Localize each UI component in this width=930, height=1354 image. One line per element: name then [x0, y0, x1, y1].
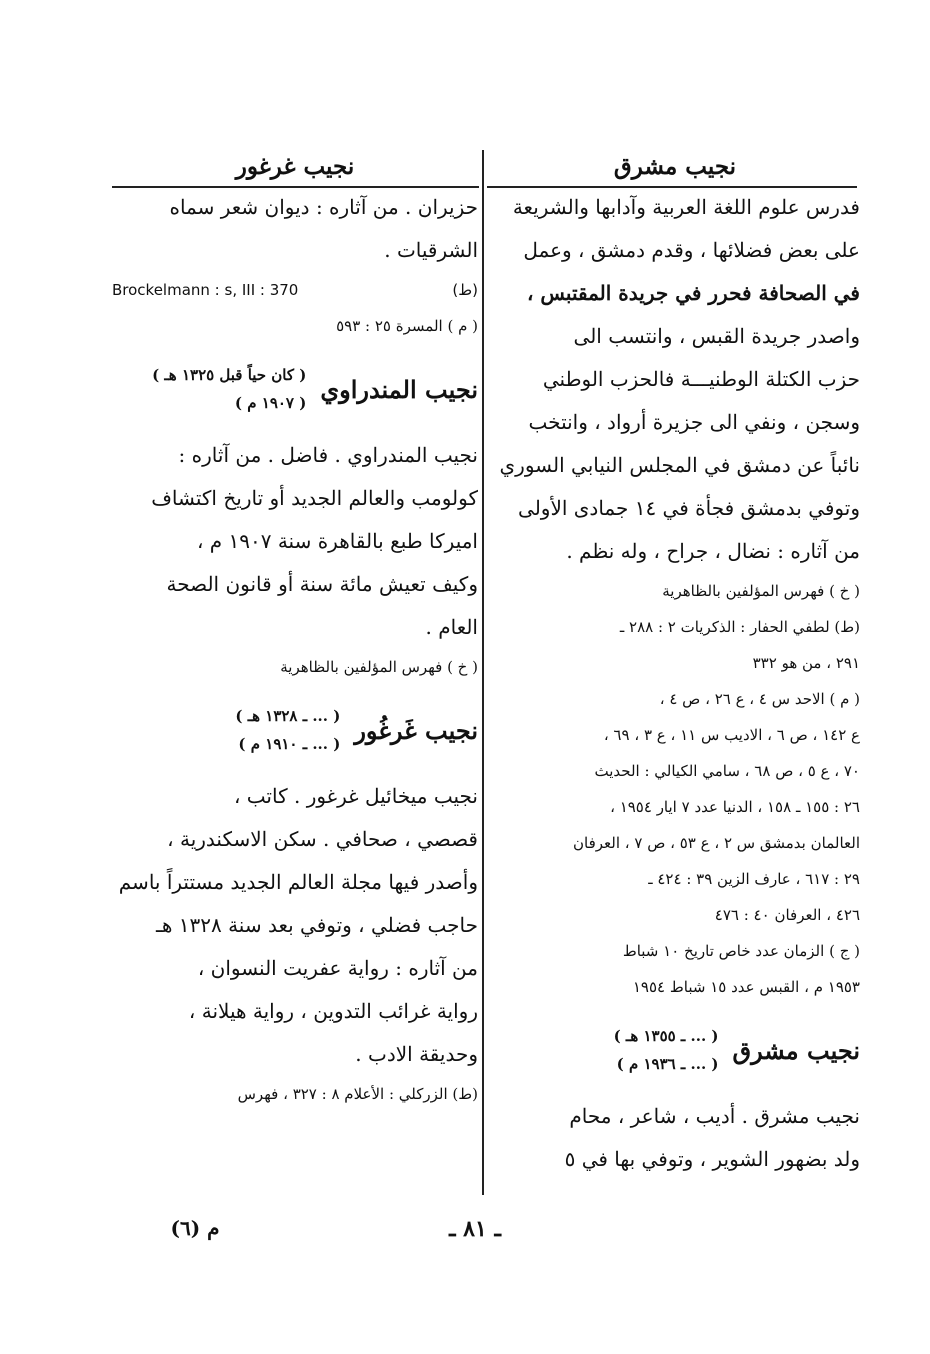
reference-line: العالمان بدمشق س ٢ ، ع ٥٣ ، ص ٧ ، العرفان	[573, 834, 860, 852]
reference-line: ع ١٤٢ ، ص ٦ ، الاديب س ١١ ، ع ٣ ، ٦٩ ،	[603, 726, 860, 744]
reference-latin-line	[112, 272, 478, 308]
entry-name: نجيب مشرق	[732, 1035, 860, 1065]
body-line: نجيب المندراوي . فاضل . من آثاره :	[178, 443, 478, 467]
reference-line: ٤٢٦ ، العرفان ٤٠ : ٤٧٦	[714, 906, 860, 924]
hijri-date: ( ... ـ ١٣٢٨ هـ )	[235, 707, 341, 725]
reference-line: ٢٩ : ٦١٧ ، عارف الزين ٣٩ : ٤٢٤ ـ	[648, 870, 860, 888]
entry-name: نجيب غَرغُور	[354, 715, 478, 745]
entry-dates	[152, 361, 306, 417]
body-line: كولومب والعالم الجديد أو تاريخ اكتشاف	[151, 486, 478, 510]
body-line: وكيف تعيش مائة سنة أو قانون الصحة	[166, 572, 478, 596]
body-line: وتوفي بدمشق فجأة في ١٤ جمادى الأولى	[518, 496, 860, 520]
right-running-header: نجيب مشرق	[613, 153, 737, 180]
body-line: حاجب فضلي ، وتوفي بعد سنة ١٣٢٨ هـ	[155, 913, 478, 937]
body-line: نجيب مشرق . أديب ، شاعر ، محام	[569, 1104, 860, 1128]
page-number: ـ ٨١ ـ	[449, 1216, 501, 1242]
body-line: وسجن ، ونفي الى جزيرة أرواد ، وانتخب	[528, 410, 860, 434]
body-line: فدرس علوم اللغة العربية وآدابها والشريعة	[512, 195, 860, 219]
reference-line: ( خ ) فهرس المؤلفين بالظاهرية	[662, 582, 860, 600]
gregorian-date: ( ١٩٠٧ م )	[234, 394, 307, 412]
left-running-header: نجيب غرغور	[235, 153, 355, 180]
reference-line: ( م ) المسرة ٢٥ : ٥٩٣	[336, 317, 478, 335]
entry-heading	[112, 685, 478, 775]
reference-line: ١٩٥٣ م ، القبس عدد ١٥ شباط ١٩٥٤	[632, 978, 860, 996]
reference-label: (ط)	[452, 281, 478, 299]
body-line: وحديقة الادب .	[355, 1042, 478, 1066]
body-line: الشرقيات .	[384, 238, 478, 262]
body-line: قصصي ، صحافي . سكن الاسكندرية ،	[167, 827, 478, 851]
entry-dates	[235, 702, 340, 758]
reference-line: ( ج ) الزمان عدد خاص تاريخ ١٠ شباط	[622, 942, 860, 960]
left-column	[112, 148, 478, 1112]
reference-line: ( خ ) فهرس المؤلفين بالظاهرية	[280, 658, 478, 676]
body-line: نائباً عن دمشق في المجلس النيابي السوري	[499, 453, 860, 477]
body-line: في الصحافة فحرر في جريدة المقتبس ،	[527, 281, 860, 305]
body-line: من آثاره : نضال ، جراح ، وله نظم .	[566, 539, 860, 563]
entry-heading	[490, 1005, 860, 1095]
body-line: من آثاره : رواية عفريت النسوان ،	[197, 956, 478, 980]
body-line: حزيران . من آثاره : ديوان شعر سماه	[169, 195, 478, 219]
body-line: على بعض فضلائها ، وقدم دمشق ، وعمل	[523, 238, 860, 262]
reference-line: ٢٩١ ، من هو ٣٣٢	[752, 654, 860, 672]
entry-heading	[112, 344, 478, 434]
reference-line: (ط) لطفي الحفار : الذكريات ٢ : ٢٨٨ ـ	[619, 618, 860, 636]
reference-line: ( م ) الاحد س ٤ ، ع ٢٦ ، ص ٤ ،	[659, 690, 860, 708]
reference-line: ٢٦ : ١٥٥ ـ ١٥٨ ، الدنيا عدد ٧ ايار ١٩٥٤ ،	[610, 798, 860, 816]
body-line: العام .	[425, 615, 478, 639]
gregorian-date: ( ... ـ ١٩١٠ م )	[238, 735, 341, 753]
entry-name: نجيب المندراوي	[320, 374, 478, 404]
reference-line: ٧٠ ، ع ٥ ، ص ٦٨ ، سامي الكيالي : الحديث	[594, 762, 860, 780]
signature-mark: م (٦)	[170, 1216, 220, 1240]
gregorian-date: ( ... ـ ١٩٣٦ م )	[616, 1055, 719, 1073]
body-line: حزب الكتلة الوطنيـــة فالحزب الوطني	[542, 367, 860, 391]
body-line: ولد بضهور الشوير ، وتوفي بها في ٥	[564, 1147, 860, 1171]
body-line: نجيب ميخائيل غرغور . كاتب ،	[233, 784, 478, 808]
hijri-date: ( كان حياً قبل ١٣٢٥ هـ )	[152, 366, 307, 384]
body-line: رواية غرائب التدوين ، رواية هيلانة ،	[188, 999, 478, 1023]
reference-latin-text: Brockelmann : s, III : 370	[112, 281, 299, 299]
body-line: وأصدر فيها مجلة العالم الجديد مستتراً باسم	[118, 870, 478, 894]
column-divider	[482, 150, 484, 1195]
hijri-date: ( ... ـ ١٣٥٥ هـ )	[613, 1027, 719, 1045]
reference-line: (ط) الزركلي : الأعلام ٨ : ٣٢٧ ، فهرس	[237, 1085, 478, 1103]
body-line: واصدر جريدة القبس ، وانتسب الى	[573, 324, 860, 348]
entry-dates	[614, 1022, 719, 1078]
right-column	[490, 148, 860, 1181]
body-line: اميركا طبع بالقاهرة سنة ١٩٠٧ م ،	[196, 529, 478, 553]
